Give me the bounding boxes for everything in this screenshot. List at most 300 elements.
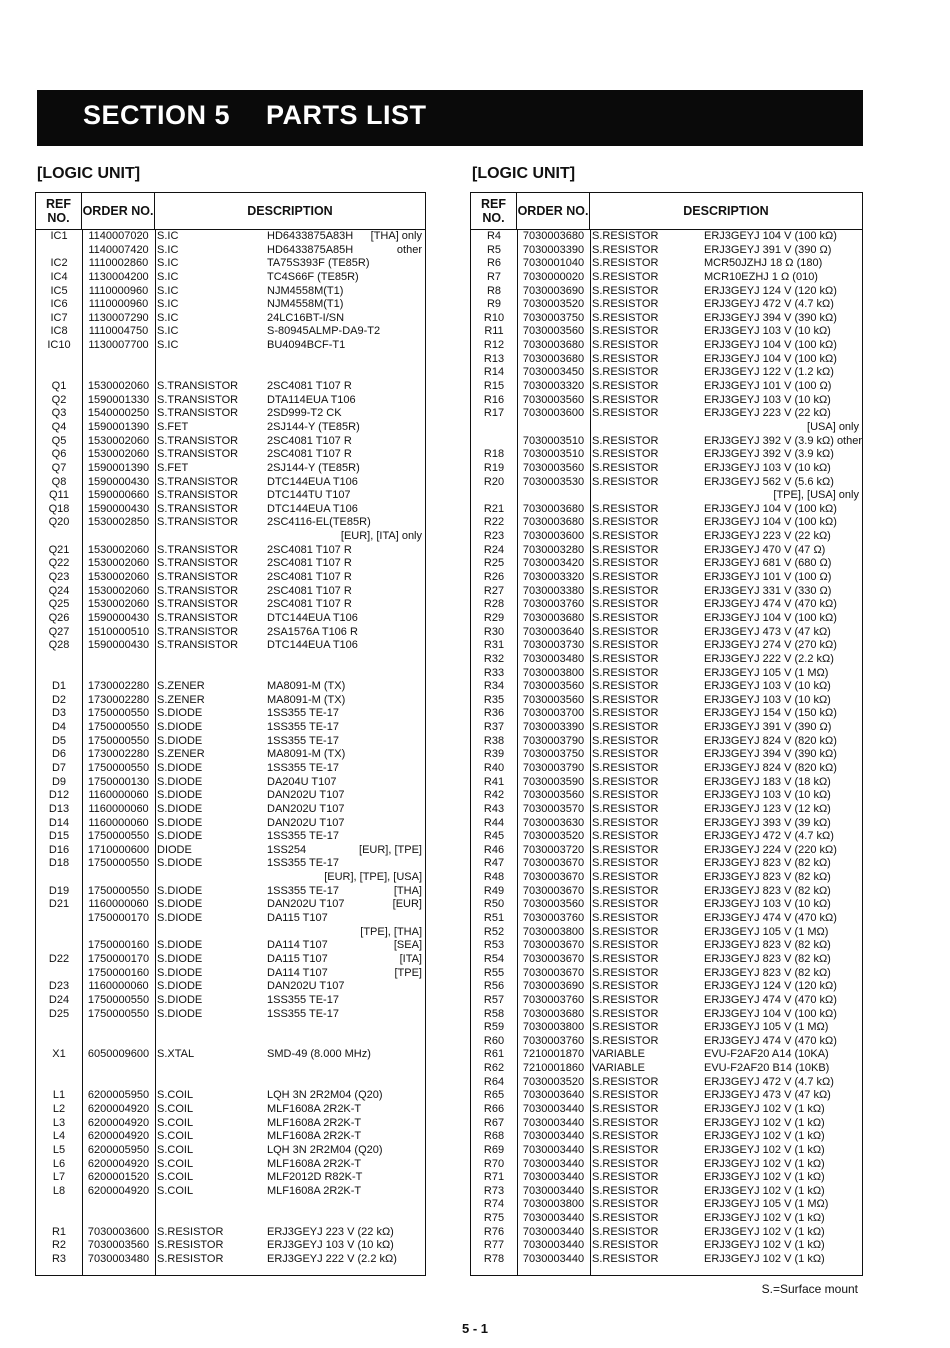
description-cell: MLF1608A 2R2K-T [267,1184,362,1197]
table-row [36,435,425,449]
type-cell: S.DIODE [157,857,203,870]
description-cell: DAN202U T107 [267,789,345,802]
table-row [36,1226,425,1240]
description-cell: ERJ3GEYJ 104 V (100 kΩ) [704,611,837,624]
ref-cell: R37 [483,721,505,734]
table-row [471,1008,862,1022]
ref-cell: R67 [483,1116,505,1129]
table-row [36,912,425,926]
description-cell: ERJ3GEYJ 222 V (2.2 kΩ) [267,1253,397,1266]
order-cell: 6200004920 [87,1116,150,1129]
description-cell: ERJ3GEYJ 102 V (1 kΩ) [704,1239,825,1252]
table-row [471,1130,862,1144]
description-cell: ERJ3GEYJ 102 V (1 kΩ) [704,1184,825,1197]
table-row [471,789,862,803]
ref-cell: D18 [48,857,70,870]
order-cell: 7030003600 [522,407,585,420]
description-cell: ERJ3GEYJ 223 V (22 kΩ) [704,530,831,543]
table-row [471,339,862,353]
table-row [471,694,862,708]
description-cell: ERJ3GEYJ 331 V (330 Ω) [704,584,832,597]
order-cell: 7030003530 [522,475,585,488]
order-cell: 1750000550 [87,734,150,747]
order-cell: 7030003670 [522,952,585,965]
table-row [471,571,862,585]
description-cell: MLF1608A 2R2K-T [267,1116,362,1129]
table-row [471,353,862,367]
type-cell: S.RESISTOR [157,1239,224,1252]
type-cell: S.RESISTOR [592,1116,659,1129]
type-cell: S.RESISTOR [592,1171,659,1184]
note-cell: [TPE], [THA] [360,925,422,938]
type-cell: S.COIL [157,1143,194,1156]
type-cell: S.DIODE [157,775,203,788]
table-row [471,1158,862,1172]
type-cell: S.TRANSISTOR [157,611,239,624]
table-row [471,557,862,571]
ref-cell: Q4 [51,420,67,433]
footnote: S.=Surface mount [761,1282,858,1296]
type-cell: S.TRANSISTOR [157,571,239,584]
type-cell: S.RESISTOR [157,1225,224,1238]
order-cell: 6200001520 [87,1171,150,1184]
description-cell: LQH 3N 2R2M04 (Q20) [267,1089,383,1102]
type-cell: S.DIODE [157,898,203,911]
ref-cell: R51 [483,912,505,925]
type-cell: S.RESISTOR [592,243,659,256]
type-cell: S.COIL [157,1116,194,1129]
ref-cell: R70 [483,1157,505,1170]
description-cell: ERJ3GEYJ 103 V (10 kΩ) [267,1239,394,1252]
table-row [471,1103,862,1117]
type-cell: S.TRANSISTOR [157,543,239,556]
ref-cell: D2 [51,693,67,706]
table-row [471,721,862,735]
description-cell: ERJ3GEYJ 474 V (470 kΩ) [704,1034,837,1047]
description-cell: 1SS355 TE-17 [267,734,339,747]
order-cell: 1160000060 [88,980,149,993]
ref-cell: R1 [51,1225,67,1238]
table-row [36,353,425,367]
order-cell: 1590000430 [87,639,150,652]
ref-cell: R54 [483,952,505,965]
type-cell: S.RESISTOR [592,939,659,952]
table-row [471,830,862,844]
ref-cell: IC4 [50,270,68,283]
order-cell: 7030003440 [522,1116,585,1129]
type-cell: S.RESISTOR [592,1034,659,1047]
ref-cell: R14 [483,366,505,379]
table-row [36,298,425,312]
table-row [471,844,862,858]
table-row [36,612,425,626]
description-cell: MCR50JZHJ 18 Ω (180) [704,257,823,270]
ref-cell: R52 [483,925,505,938]
ref-cell: R71 [483,1171,505,1184]
type-cell: S.RESISTOR [592,571,659,584]
description-cell: ERJ3GEYJ 105 V (1 MΩ) [704,925,829,938]
description-cell: DTA114EUA T106 [267,393,356,406]
table-row [471,1226,862,1240]
type-cell: S.RESISTOR [592,1198,659,1211]
ref-cell: R28 [483,598,505,611]
description-cell: ERJ3GEYJ 102 V (1 kΩ) [704,1212,825,1225]
order-cell: 7030003680 [522,611,585,624]
order-cell: 7030003760 [522,1034,585,1047]
ref-cell: R34 [483,680,505,693]
order-cell: 1130007290 [88,311,149,324]
order-cell: 7030003680 [522,230,585,242]
order-cell: 7210001870 [522,1048,585,1061]
type-cell: S.RESISTOR [592,393,659,406]
order-cell: 1730002280 [87,748,150,761]
ref-cell: Q28 [48,639,70,652]
table-row [36,598,425,612]
order-cell: 1110000960 [88,284,149,297]
type-cell: S.RESISTOR [592,1103,659,1115]
type-cell: S.RESISTOR [592,666,659,679]
order-cell: 1110004750 [88,325,149,338]
type-cell: S.TRANSISTOR [157,516,239,529]
ref-cell: D21 [48,898,70,911]
description-cell: DTC144EUA T106 [267,502,358,515]
type-cell: S.RESISTOR [592,1143,659,1156]
order-cell: 6200005950 [87,1143,150,1156]
table-row [471,953,862,967]
order-cell: 7030003670 [522,939,585,952]
table-row [36,776,425,790]
type-cell: S.COIL [157,1089,194,1102]
order-cell: 7030003520 [522,830,585,843]
ref-cell: R78 [483,1253,505,1266]
table-row [36,571,425,585]
table-row [471,544,862,558]
table-row [471,994,862,1008]
order-cell: 1530002060 [87,571,150,584]
description-cell: ERJ3GEYJ 392 V (3.9 kΩ) [704,448,834,461]
table-row [36,694,425,708]
parts-table-right [470,192,863,1276]
table-row [36,339,425,353]
table-row [36,1089,425,1103]
ref-cell: R17 [483,407,505,420]
ref-cell: R7 [486,270,502,283]
order-cell: 7030003560 [522,789,585,802]
description-cell: DTC144EUA T106 [267,611,358,624]
order-cell: 7030003570 [522,802,585,815]
section-banner [37,90,863,146]
table-row [36,230,425,244]
table-row [471,1062,862,1076]
type-cell: S.TRANSISTOR [157,557,239,570]
type-cell: S.TRANSISTOR [157,393,239,406]
note-cell: [EUR], [TPE], [USA] [324,871,422,884]
order-cell: 1530002060 [87,434,150,447]
ref-cell: R57 [483,993,505,1006]
order-cell: 1530002060 [87,598,150,611]
table-row [36,817,425,831]
order-cell: 1590001390 [87,420,150,433]
description-cell: ERJ3GEYJ 474 V (470 kΩ) [704,598,837,611]
table-row [36,544,425,558]
ref-cell: R27 [483,584,505,597]
type-cell: S.RESISTOR [592,366,659,379]
description-cell: ERJ3GEYJ 470 V (47 Ω) [704,543,826,556]
note-cell: [USA] only [807,420,859,433]
ref-cell: D9 [51,775,67,788]
type-cell: S.IC [157,230,179,242]
description-cell: 1SS355 TE-17 [267,884,339,897]
description-cell: DA114 T107 [267,939,328,952]
order-cell: 7030003760 [522,598,585,611]
table-row [471,598,862,612]
order-cell: 1750000550 [87,721,150,734]
table-row [471,1185,862,1199]
ref-cell: L1 [52,1089,66,1102]
type-cell: S.IC [157,311,179,324]
description-cell: 1SS355 TE-17 [267,1007,339,1020]
type-cell: S.FET [157,420,189,433]
ref-cell: R26 [483,571,505,584]
order-cell: 7030003440 [522,1225,585,1238]
ref-cell: R43 [483,802,505,815]
note-cell: [THA] [393,884,422,897]
section-title: PARTS LIST [266,100,427,130]
description-cell: TC4S66F (TE85R) [267,270,359,283]
order-cell: 7030003690 [522,980,585,993]
ref-cell: R2 [51,1239,67,1252]
table-row [471,298,862,312]
ref-cell: D24 [48,993,70,1006]
ref-cell: R35 [483,693,505,706]
type-cell: S.TRANSISTOR [157,625,239,638]
description-cell: DAN202U T107 [267,816,345,829]
description-cell: LQH 3N 2R2M04 (Q20) [267,1143,383,1156]
type-cell: S.DIODE [157,993,203,1006]
type-cell: S.RESISTOR [592,1130,659,1143]
ref-cell: R56 [483,980,505,993]
description-cell: DAN202U T107 [267,802,345,815]
ref-cell: R19 [483,461,505,474]
table-row [36,803,425,817]
description-cell: ERJ3GEYJ 104 V (100 kΩ) [704,1007,837,1020]
type-cell: S.RESISTOR [592,898,659,911]
table-row [36,953,425,967]
table-row [36,476,425,490]
ref-cell: R15 [483,380,505,393]
description-cell: 2SC4081 T107 R [267,380,352,393]
order-cell: 7030003440 [522,1212,585,1225]
table-row [471,980,862,994]
type-cell: S.RESISTOR [592,1253,659,1266]
order-cell: 7030003680 [522,1007,585,1020]
order-cell: 7030003750 [522,748,585,761]
table-row [471,516,862,530]
description-cell: HD6433875A83H [267,230,354,242]
type-cell: S.DIODE [157,1007,203,1020]
description-cell: ERJ3GEYJ 473 V (47 kΩ) [704,1089,831,1102]
note-cell: [EUR], [ITA] only [340,530,422,543]
description-cell: TA75S393F (TE85R) [267,257,370,270]
table-row [471,926,862,940]
table-row [36,967,425,981]
description-cell: ERJ3GEYJ 102 V (1 kΩ) [704,1225,825,1238]
order-cell: 7030003640 [522,1089,585,1102]
header-description: DESCRIPTION [247,204,333,218]
order-cell: 7030003510 [522,434,585,447]
table-row [36,530,425,544]
description-cell: DTC144EUA T106 [267,639,358,652]
order-cell: 7030003560 [522,461,585,474]
description-cell: 2SC4081 T107 R [267,598,352,611]
order-cell: 7030003440 [522,1103,585,1115]
note-cell: [EUR] [392,898,422,911]
type-cell: S.RESISTOR [592,871,659,884]
type-cell: S.IC [157,339,179,352]
description-cell: 2SC4116-EL(TE85R) [267,516,371,529]
order-cell: 7030003700 [522,707,585,720]
table-row [36,257,425,271]
type-cell: S.IC [157,325,179,338]
table-row [36,1212,425,1226]
table-row [36,707,425,721]
order-cell: 1110000960 [88,298,149,311]
type-cell: S.RESISTOR [592,1089,659,1102]
description-cell: DA114 T107 [267,966,328,979]
order-cell: 7030003440 [522,1253,585,1266]
description-cell: ERJ3GEYJ 104 V (100 kΩ) [704,516,837,529]
type-cell: S.RESISTOR [592,993,659,1006]
order-cell: 7030003800 [522,925,585,938]
ref-cell: R20 [483,475,505,488]
table-row [36,1021,425,1035]
order-cell: 1110002860 [88,257,149,270]
type-cell: S.TRANSISTOR [157,489,239,502]
type-cell: S.RESISTOR [592,721,659,734]
table-body [36,230,425,1267]
table-row [471,230,862,244]
description-cell: MLF1608A 2R2K-T [267,1130,362,1143]
note-cell: [ITA] [399,952,422,965]
ref-cell: Q7 [51,461,67,474]
table-row [36,325,425,339]
order-cell: 7030003560 [522,393,585,406]
type-cell: S.RESISTOR [592,707,659,720]
ref-cell: D14 [48,816,70,829]
ref-cell: R74 [483,1198,505,1211]
type-cell: S.RESISTOR [592,339,659,352]
description-cell: 2SJ144-Y (TE85R) [267,461,360,474]
table-row [471,312,862,326]
description-cell: 1SS355 TE-17 [267,830,339,843]
order-cell: 1140007020 [88,230,149,242]
description-cell: SMD-49 (8.000 MHz) [267,1048,371,1061]
description-cell: ERJ3GEYJ 474 V (470 kΩ) [704,912,837,925]
table-row [471,476,862,490]
type-cell: S.RESISTOR [592,966,659,979]
table-row [36,503,425,517]
table-row [36,871,425,885]
order-cell: 7030003760 [522,993,585,1006]
order-cell: 7030003320 [522,571,585,584]
table-row [471,817,862,831]
order-cell: 7030003790 [522,734,585,747]
order-cell: 7030003690 [522,284,585,297]
table-row [36,271,425,285]
table-row [36,462,425,476]
description-cell: ERJ3GEYJ 105 V (1 MΩ) [704,1198,829,1211]
order-cell: 1750000550 [87,884,150,897]
type-cell: S.RESISTOR [592,230,659,242]
description-cell: ERJ3GEYJ 104 V (100 kΩ) [704,502,837,515]
type-cell: S.COIL [157,1103,194,1115]
table-row [36,1171,425,1185]
type-cell: S.COIL [157,1157,194,1170]
order-cell: 7030003590 [522,775,585,788]
order-cell: 7030003280 [522,543,585,556]
column-divider [590,229,591,1275]
description-cell: ERJ3GEYJ 103 V (10 kΩ) [704,461,831,474]
ref-cell: D3 [51,707,67,720]
order-cell: 7030003440 [522,1143,585,1156]
table-row [471,435,862,449]
note-cell: [TPE], [USA] only [773,489,859,502]
order-cell: 7030003730 [522,639,585,652]
order-cell: 7030003750 [522,311,585,324]
description-cell: 1SS355 TE-17 [267,761,339,774]
table-row [471,421,862,435]
type-cell: S.RESISTOR [592,830,659,843]
table-row [36,1198,425,1212]
ref-cell: R10 [483,311,505,324]
ref-cell: D13 [48,802,70,815]
type-cell: S.RESISTOR [592,1212,659,1225]
table-row [36,789,425,803]
table-row [471,776,862,790]
table-header [471,193,862,230]
table-row [36,448,425,462]
table-row [471,748,862,762]
order-cell: 7030003440 [522,1157,585,1170]
table-row [471,939,862,953]
description-cell: ERJ3GEYJ 104 V (100 kΩ) [704,339,837,352]
ref-cell: R58 [483,1007,505,1020]
table-row [36,1076,425,1090]
type-cell: S.RESISTOR [592,434,659,447]
description-cell: ERJ3GEYJ 104 V (100 kΩ) [704,352,837,365]
table-row [471,1035,862,1049]
type-cell: S.RESISTOR [592,257,659,270]
ref-cell: L4 [52,1130,66,1143]
table-row [36,721,425,735]
table-row [36,421,425,435]
type-cell: S.RESISTOR [592,912,659,925]
order-cell: 1530002060 [87,380,150,393]
table-row [36,626,425,640]
ref-cell: IC7 [50,311,68,324]
description-cell: MLF2012D R82K-T [267,1171,363,1184]
type-cell: S.RESISTOR [592,693,659,706]
description-cell: ERJ3GEYJ 681 V (680 Ω) [704,557,832,570]
table-row [36,653,425,667]
table-row [471,871,862,885]
table-row [471,1239,862,1253]
ref-cell: R4 [486,230,502,242]
description-cell: ERJ3GEYJ 154 V (150 kΩ) [704,707,837,720]
ref-cell: IC6 [50,298,68,311]
order-cell: 1750000130 [87,775,150,788]
order-cell: 7030003680 [522,352,585,365]
